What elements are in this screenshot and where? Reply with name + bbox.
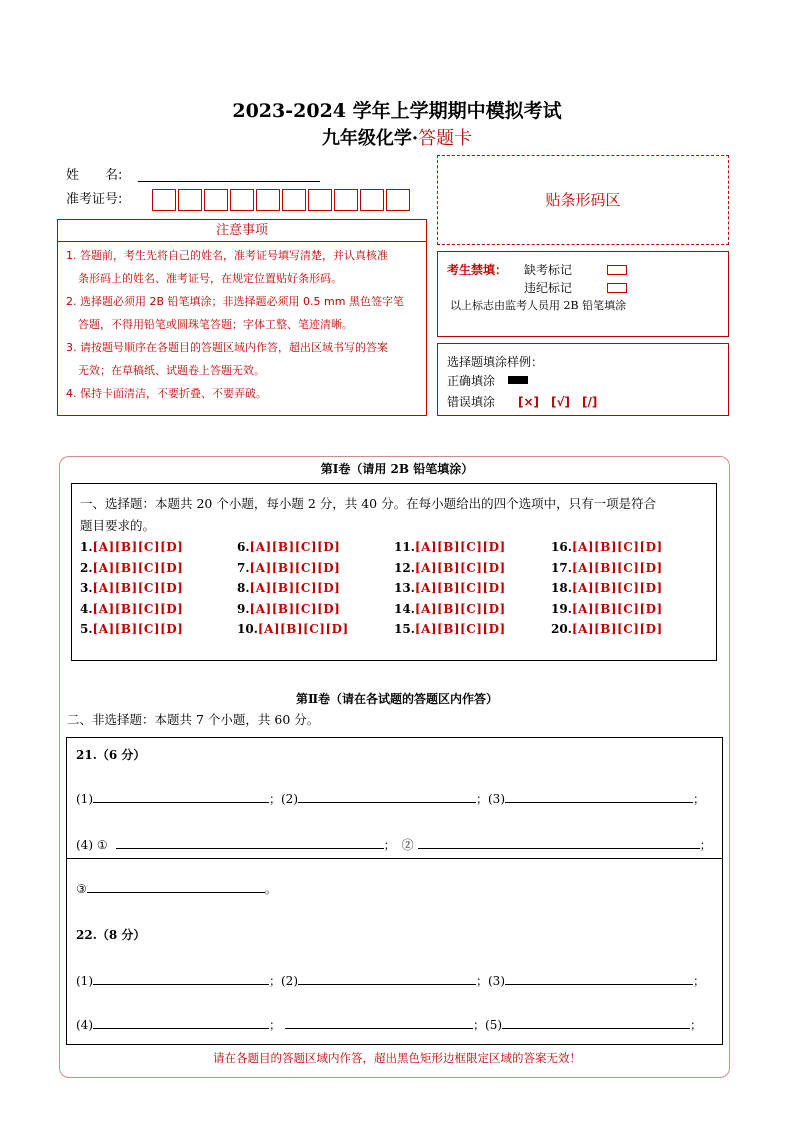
choice-question	[237, 581, 340, 595]
subtitle-main: 九年级化学·	[321, 128, 419, 149]
barcode-label: 贴条形码区	[545, 191, 621, 209]
question-number: 8.	[237, 581, 250, 595]
choice-question	[80, 561, 183, 575]
name-label: 姓 名:	[66, 168, 123, 183]
id-digit-box[interactable]	[282, 189, 306, 211]
choice-question	[80, 622, 183, 636]
answer-options[interactable]: [A][B][C][D]	[257, 622, 349, 636]
q21-answer-4c[interactable]	[87, 880, 265, 893]
q22-answer-4a[interactable]	[93, 1016, 269, 1029]
choice-question	[237, 561, 340, 575]
page-title: 2023-2024 学年上学期期中模拟考试	[232, 100, 562, 122]
choice-question	[80, 581, 183, 595]
q21-label-3: ；(3)	[476, 792, 505, 806]
choice-question	[551, 602, 663, 616]
q21-end-3: 。	[264, 882, 277, 896]
q21-end-2: ；	[699, 838, 712, 852]
choice-section	[71, 483, 717, 661]
choice-question	[80, 602, 183, 616]
subtitle-answer-card: 答题卡	[418, 128, 473, 149]
choice-question	[237, 540, 340, 554]
q22-end-1: ；	[693, 974, 706, 988]
q22-label-1: (1)	[76, 974, 93, 988]
choice-question	[551, 581, 663, 595]
choice-question	[551, 540, 663, 554]
q21-label-4c: ③	[76, 882, 87, 896]
choice-question	[394, 602, 506, 616]
q22-label-3: ；(3)	[476, 974, 505, 988]
q21-label-4b: ； ②	[383, 838, 414, 852]
choice-question	[394, 540, 506, 554]
id-digit-box[interactable]	[334, 189, 358, 211]
q21-label-1: (1)	[76, 792, 93, 806]
id-digit-box[interactable]	[386, 189, 410, 211]
q21-end-1: ；	[693, 792, 706, 806]
q21-answer-2[interactable]	[298, 790, 476, 803]
q22-answer-5[interactable]	[502, 1016, 690, 1029]
answer-options[interactable]: [A][B][C][D]	[414, 601, 506, 616]
notice-item: 条形码上的姓名、准考证号，在规定位置贴好条形码。	[78, 272, 342, 285]
answer-options[interactable]: [A][B][C][D]	[92, 540, 184, 554]
question-number: 10.	[237, 622, 258, 636]
part2-heading: 第Ⅱ卷（请在各试题的答题区内作答）	[295, 692, 499, 706]
q22-answer-1[interactable]	[93, 972, 269, 985]
notice-item: 2. 选择题必须用 2B 铅笔填涂；非选择题必须用 0.5 mm 黑色签字笔	[66, 295, 404, 308]
q22-title: 22.（8 分）	[76, 928, 146, 942]
answer-options[interactable]: [A][B][C][D]	[414, 540, 506, 554]
q21-answer-4a[interactable]	[116, 836, 384, 849]
answer-options[interactable]: [A][B][C][D]	[92, 581, 184, 595]
choice-instruction	[80, 493, 716, 537]
q22-answer-3[interactable]	[505, 972, 693, 985]
question-number: 19.	[551, 601, 572, 616]
q21-answer-1[interactable]	[93, 790, 269, 803]
choice-question	[80, 540, 183, 554]
question-number: 1.	[80, 540, 93, 554]
question-number: 2.	[80, 560, 93, 575]
question-number: 18.	[551, 581, 572, 595]
question-number: 14.	[394, 601, 415, 616]
answer-options[interactable]: [A][B][C][D]	[571, 601, 663, 616]
answer-options[interactable]: [A][B][C][D]	[571, 581, 663, 595]
sample-title: 选择题填涂样例：	[447, 355, 544, 369]
q21-title: 21.（6 分）	[76, 748, 146, 762]
sample-box	[437, 343, 729, 416]
choice-question	[237, 602, 340, 616]
q22-answer-2[interactable]	[298, 972, 476, 985]
notice-item: 3. 请按题号顺序在各题目的答题区域内作答，超出区域书写的答案	[66, 341, 388, 354]
id-digit-box[interactable]	[204, 189, 228, 211]
wrong-fill-samples: [×] [√] [/]	[518, 395, 598, 409]
notice-box	[57, 241, 427, 416]
id-digit-box[interactable]	[256, 189, 280, 211]
question-number: 9.	[237, 601, 250, 616]
answer-options[interactable]: [A][B][C][D]	[92, 560, 184, 575]
question-number: 20.	[551, 622, 572, 636]
answer-options[interactable]: [A][B][C][D]	[571, 560, 663, 575]
choice-question	[551, 622, 663, 636]
question-number: 11.	[394, 540, 415, 554]
choice-question	[394, 561, 506, 575]
answer-options[interactable]: [A][B][C][D]	[249, 581, 341, 595]
q22-label-5: ；(5)	[473, 1018, 503, 1032]
answer-options[interactable]: [A][B][C][D]	[249, 601, 341, 616]
choice-instruction-line1: 一、选择题：本题共 20 个小题，每小题 2 分，共 40 分。在每小题给出的四个选项中，只有一项是符合	[80, 496, 657, 511]
absent-mark-box[interactable]	[607, 265, 627, 275]
answer-options[interactable]: [A][B][C][D]	[414, 622, 506, 636]
choice-instruction-line2: 题目要求的。	[80, 518, 156, 533]
choice-question	[551, 561, 663, 575]
answer-options[interactable]: [A][B][C][D]	[414, 581, 506, 595]
part2-instruction: 二、非选择题：本题共 7 个小题，共 60 分。	[67, 712, 320, 727]
forbidden-label: 考生禁填：	[447, 263, 508, 277]
choice-question	[394, 622, 506, 636]
notice-item: 4. 保持卡面清洁，不要折叠、不要弄破。	[66, 387, 267, 400]
forbidden-note: 以上标志由监考人员用 2B 铅笔填涂	[450, 299, 627, 312]
footer-warning: 请在各题目的答题区域内作答，超出黑色矩形边框限定区域的答案无效！	[213, 1051, 581, 1065]
id-number-boxes[interactable]	[152, 189, 412, 211]
q22-sep-4: ；	[269, 1018, 282, 1032]
answer-options[interactable]: [A][B][C][D]	[92, 622, 184, 636]
notice-item: 1. 答题前，考生先将自己的姓名，准考证号填写清楚，并认真核准	[66, 249, 388, 262]
page-subtitle	[0, 124, 794, 150]
notice-item: 无效；在草稿纸、试题卷上答题无效。	[78, 364, 265, 377]
name-field[interactable]	[138, 181, 320, 182]
question-number: 16.	[551, 540, 572, 554]
question-number: 6.	[237, 540, 250, 554]
absent-mark-label: 缺考标记	[524, 263, 573, 277]
violation-mark-box[interactable]	[607, 283, 627, 293]
q21-label-4: (4) ①	[76, 838, 108, 852]
question-number: 5.	[80, 622, 93, 636]
id-digit-box[interactable]	[178, 189, 202, 211]
q21-line1	[76, 790, 705, 807]
correct-fill-sample	[508, 376, 528, 384]
answer-options[interactable]: [A][B][C][D]	[571, 622, 663, 636]
violation-mark-label: 违纪标记	[524, 281, 573, 295]
choice-question	[237, 622, 349, 636]
q21-label-2: ；(2)	[269, 792, 298, 806]
q22-answer-4b[interactable]	[285, 1016, 473, 1029]
q21-answer-4b[interactable]	[418, 836, 700, 849]
part1-heading: 第Ⅰ卷（请用 2B 铅笔填涂）	[320, 462, 474, 476]
answer-options[interactable]: [A][B][C][D]	[249, 540, 341, 554]
answer-options[interactable]: [A][B][C][D]	[414, 560, 506, 575]
section-divider	[66, 858, 723, 859]
notice-header	[57, 219, 427, 242]
q22-end-2: ；	[690, 1018, 703, 1032]
forbidden-box	[437, 251, 729, 337]
question-number: 13.	[394, 581, 415, 595]
id-digit-box[interactable]	[230, 189, 254, 211]
id-digit-box[interactable]	[308, 189, 332, 211]
q21-answer-3[interactable]	[505, 790, 693, 803]
choice-question	[394, 581, 506, 595]
barcode-area	[437, 155, 729, 245]
question-number: 7.	[237, 560, 250, 575]
correct-fill-label: 正确填涂	[447, 374, 496, 388]
id-digit-box[interactable]	[152, 189, 176, 211]
question-number: 15.	[394, 622, 415, 636]
notice-heading: 注意事项	[215, 223, 268, 238]
answer-options[interactable]: [A][B][C][D]	[92, 601, 184, 616]
question-number: 12.	[394, 560, 415, 575]
question-number: 17.	[551, 560, 572, 575]
q22-line2	[76, 1016, 702, 1033]
q22-label-2: ；(2)	[269, 974, 298, 988]
id-digit-box[interactable]	[360, 189, 384, 211]
q22-label-4: (4)	[76, 1018, 93, 1032]
answer-options[interactable]: [A][B][C][D]	[249, 560, 341, 575]
notice-item: 答题，不得用铅笔或圆珠笔答题；字体工整、笔迹清晰。	[78, 318, 353, 331]
question-number: 4.	[80, 601, 93, 616]
q21-line2	[76, 836, 712, 853]
id-label: 准考证号:	[66, 192, 123, 207]
q22-line1	[76, 972, 705, 989]
answer-options[interactable]: [A][B][C][D]	[571, 540, 663, 554]
q21-line3	[76, 880, 277, 897]
wrong-fill-label: 错误填涂	[447, 395, 496, 409]
question-number: 3.	[80, 581, 93, 595]
